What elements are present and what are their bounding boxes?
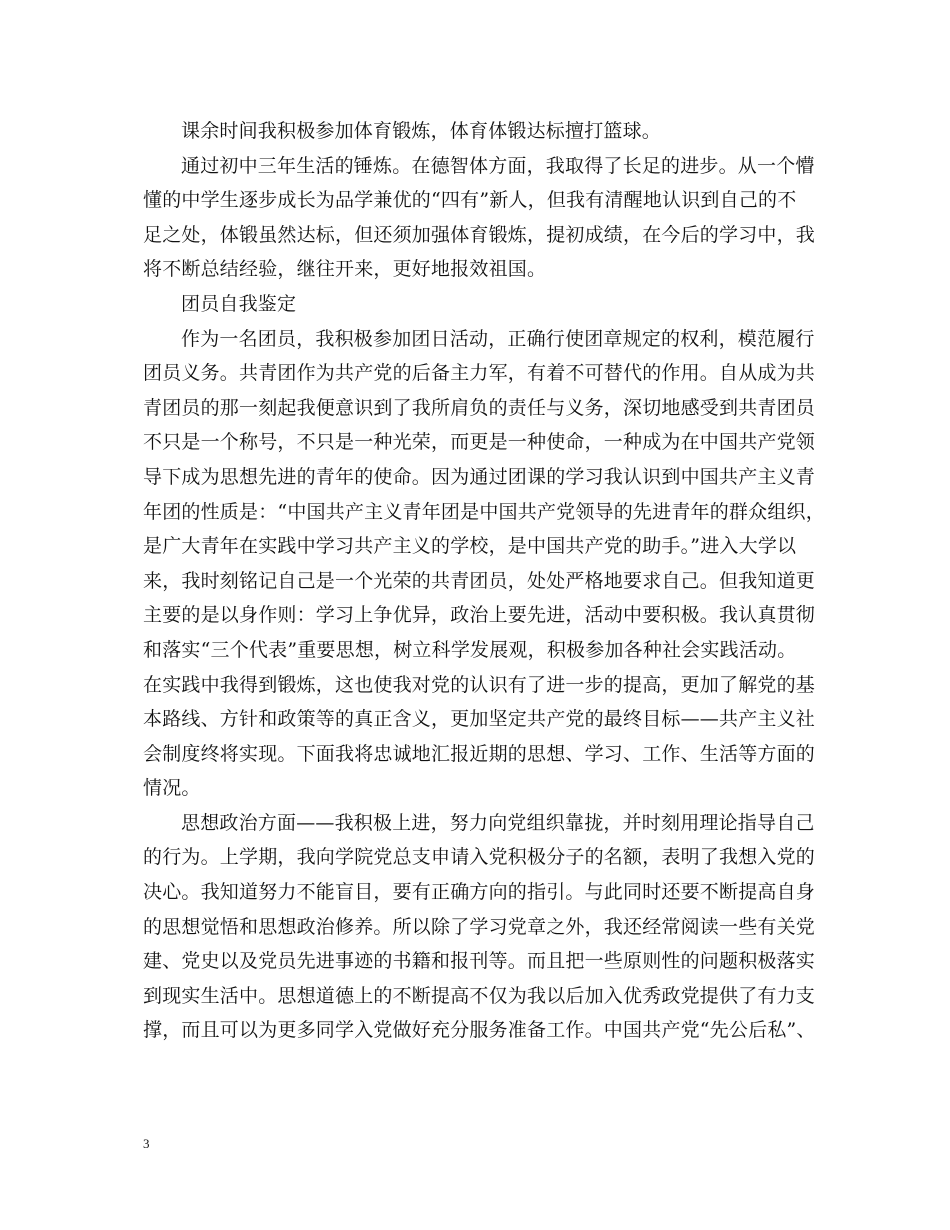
paragraph-line: 年团的性质是：“中国共产主义青年团是中国共产党领导的先进青年的群众组织， xyxy=(143,500,825,523)
paragraph-line: 课余时间我积极参加体育锻炼，体育体锻达标擅打篮球。 xyxy=(181,120,662,142)
paragraph-line: 建、党史以及党员先进事迹的书籍和报刊等。而且把一些原则性的问题积极落实 xyxy=(143,950,816,973)
paragraph-line: 通过初中三年生活的锤炼。在德智体方面，我取得了长足的进步。从一个懵 xyxy=(181,154,815,177)
section-heading: 团员自我鉴定 xyxy=(181,292,297,315)
paragraph-line: 会制度终将实现。下面我将忠诚地汇报近期的思想、学习、工作、生活等方面的 xyxy=(143,742,816,765)
paragraph-line: 导下成为思想先进的青年的使命。因为通过团课的学习我认识到中国共产主义青 xyxy=(143,465,816,488)
paragraph-line: 本路线、方针和政策等的真正含义，更加坚定共产党的最终目标——共产主义社 xyxy=(143,708,816,731)
paragraph-line: 来，我时刻铭记自己是一个光荣的共青团员，处处严格地要求自己。但我知道更 xyxy=(143,569,816,592)
paragraph-line: 的行为。上学期，我向学院党总支申请入党积极分子的名额，表明了我想入党的 xyxy=(143,846,816,869)
paragraph-line: 思想政治方面——我积极上进，努力向党组织靠拢，并时刻用理论指导自己 xyxy=(181,811,815,834)
paragraph-line: 懂的中学生逐步成长为品学兼优的“四有”新人，但我有清醒地认识到自己的不 xyxy=(143,189,797,212)
paragraph-line: 决心。我知道努力不能盲目，要有正确方向的指引。与此同时还要不断提高自身 xyxy=(143,881,816,904)
document-body xyxy=(143,114,825,1048)
paragraph-line: 在实践中我得到锻炼，这也使我对党的认识有了进一步的提高，更加了解党的基 xyxy=(143,673,816,696)
paragraph-line: 撑，而且可以为更多同学入党做好充分服务准备工作。中国共产党“先公后私”、 xyxy=(143,1019,816,1042)
paragraph-line: 是广大青年在实践中学习共产主义的学校，是中国共产党的助手。”进入大学以 xyxy=(143,535,797,558)
paragraph-line: 将不断总结经验，继往开来，更好地报效祖国。 xyxy=(143,258,547,281)
paragraph-line: 到现实生活中。思想道德上的不断提高不仅为我以后加入优秀政党提供了有力支 xyxy=(143,984,816,1007)
paragraph-line: 主要的是以身作则：学习上争优异，政治上要先进，活动中要积极。我认真贯彻 xyxy=(143,604,816,627)
paragraph-line: 和落实“三个代表”重要思想，树立科学发展观，积极参加各种社会实践活动。 xyxy=(143,638,797,661)
paragraph-line: 情况。 xyxy=(143,777,201,800)
page-number: 3 xyxy=(143,1136,150,1151)
paragraph-line: 团员义务。共青团作为共产党的后备主力军，有着不可替代的作用。自从成为共 xyxy=(143,362,816,385)
paragraph-line: 不只是一个称号，不只是一种光荣，而更是一种使命，一种成为在中国共产党领 xyxy=(143,431,816,454)
paragraph-line: 足之处，体锻虽然达标，但还须加强体育锻炼，提初成绩，在今后的学习中，我 xyxy=(143,223,816,246)
paragraph-line: 的思想觉悟和思想政治修养。所以除了学习党章之外，我还经常阅读一些有关党 xyxy=(143,915,816,938)
paragraph-line: 作为一名团员，我积极参加团日活动，正确行使团章规定的权利，模范履行 xyxy=(181,327,815,350)
paragraph-line: 青团员的那一刻起我便意识到了我所肩负的责任与义务，深切地感受到共青团员 xyxy=(143,396,816,419)
